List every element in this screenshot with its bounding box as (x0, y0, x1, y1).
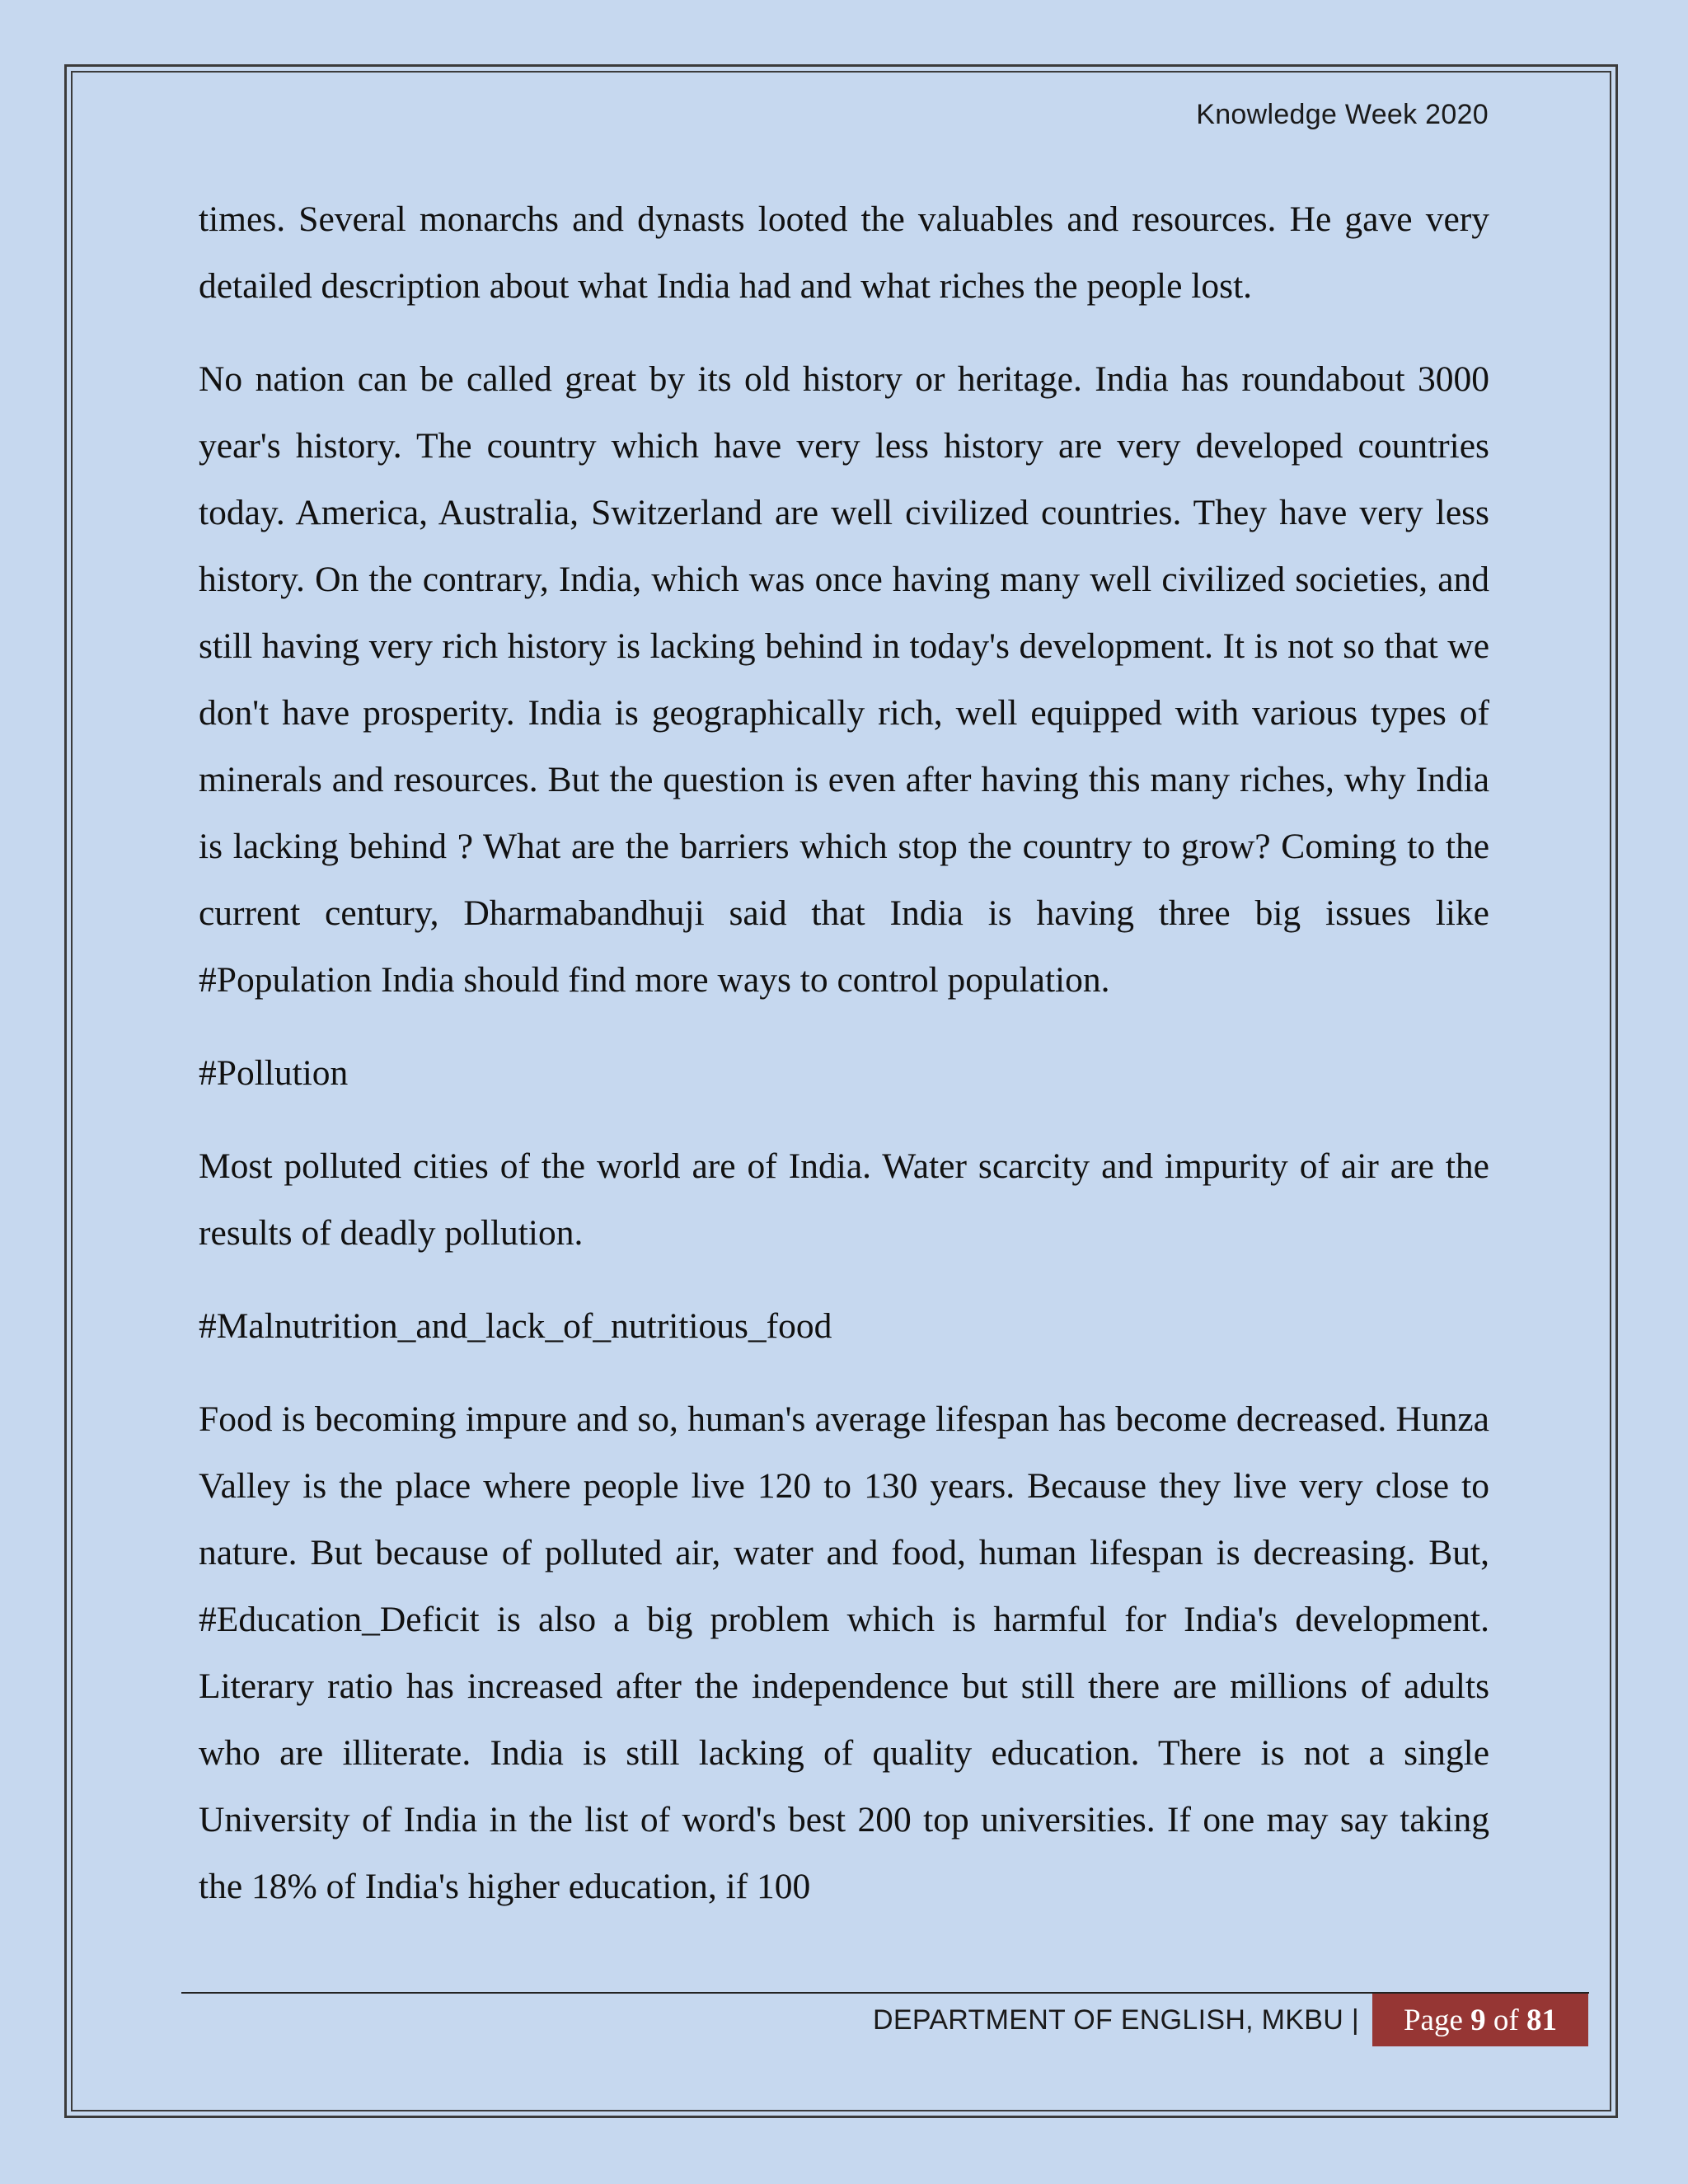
paragraph: times. Several monarchs and dynasts looted the valuables and resources. He gave very detailed description about what India had and what riches the people lost. (199, 199, 1489, 306)
paragraph: No nation can be called great by its old history or heritage. India has roundabout 3000 year's history. The country which have very less history are very developed countries today. America, Australia, Switzerland are well civilized countries. They have very less history. On the contrary, India, which was once having many well civilized societies, and still having very rich history is lacking behind in today's development. It is not so that we don't have prosperity. India is geographically rich, well equipped with various types of minerals and resources. But the question is even after having this many riches, why India is lacking behind ? What are the barriers which stop the country to grow? Coming to the current century, Dharmabandhuji said that India is having three big issues like #Population India should find more ways to control population. (199, 359, 1489, 1000)
page-of-label: of (1485, 2003, 1526, 2037)
paragraph: Most polluted cities of the world are of India. Water scarcity and impurity of air are the results of deadly pollution. (199, 1146, 1489, 1253)
hashtag-heading-pollution: #Pollution (199, 1053, 349, 1093)
hashtag-heading-malnutrition: #Malnutrition_and_lack_of_nutritious_food (199, 1306, 832, 1346)
document-body (199, 186, 1489, 1947)
page-number: 9 (1470, 2003, 1486, 2037)
page-number-badge (1372, 1994, 1588, 2046)
page-total: 81 (1526, 2003, 1557, 2037)
paragraph: Food is becoming impure and so, human's average lifespan has become decreased. Hunza Valley is the place where people live 120 to 130 years. Because they live very close to nature. But because of polluted air, water and food, human lifespan is decreasing. But, #Education_Deficit is also a big problem which is harmful for India's development. Literary ratio has increased after the independence but still there are millions of adults who are illiterate. India is still lacking of quality education. There is not a single University of India in the list of word's best 200 top universities. If one may say taking the 18% of India's higher education, if 100 (199, 1399, 1489, 1906)
running-header: Knowledge Week 2020 (1196, 99, 1489, 130)
page-label: Page (1403, 2003, 1471, 2037)
page-footer (873, 1994, 1588, 2046)
footer-department: DEPARTMENT OF ENGLISH, MKBU | (873, 2004, 1359, 2036)
